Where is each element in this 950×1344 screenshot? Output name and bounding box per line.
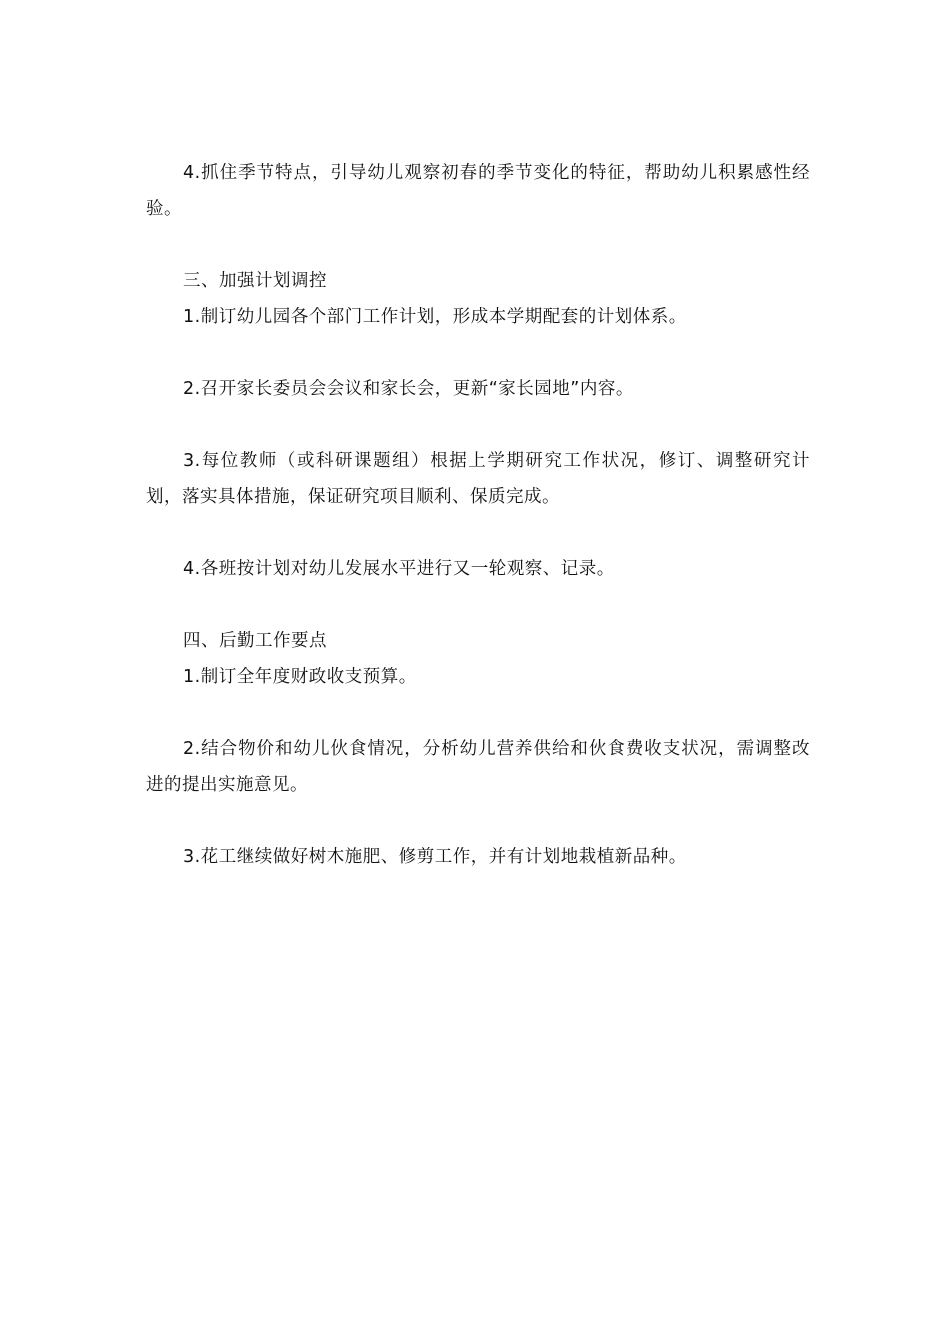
document-body <box>146 155 810 875</box>
paragraph-3-1: 1.制订幼儿园各个部门工作计划，形成本学期配套的计划体系。 <box>183 307 687 327</box>
paragraph-4-1: 1.制订全年度财政收支预算。 <box>183 667 417 687</box>
section-heading-4: 四、后勤工作要点 <box>183 631 327 651</box>
section-heading-3: 三、加强计划调控 <box>183 271 327 291</box>
paragraph-3-4b: 4.各班按计划对幼儿发展水平进行又一轮观察、记录。 <box>183 559 615 579</box>
paragraph-3-2: 2.召开家长委员会会议和家长会，更新“家长园地”内容。 <box>183 379 634 399</box>
paragraph-3-3: 3.每位教师（或科研课题组）根据上学期研究工作状况，修订、调整研究计划，落实具体措施，保证研究项目顺利、保质完成。 <box>146 451 810 507</box>
paragraph-4-2: 2.结合物价和幼儿伙食情况，分析幼儿营养供给和伙食费收支状况，需调整改进的提出实施意见。 <box>146 739 810 795</box>
paragraph-4-3: 3.花工继续做好树木施肥、修剪工作，并有计划地栽植新品种。 <box>183 847 687 867</box>
paragraph-3-4: 4.抓住季节特点，引导幼儿观察初春的季节变化的特征，帮助幼儿积累感性经验。 <box>146 163 810 219</box>
